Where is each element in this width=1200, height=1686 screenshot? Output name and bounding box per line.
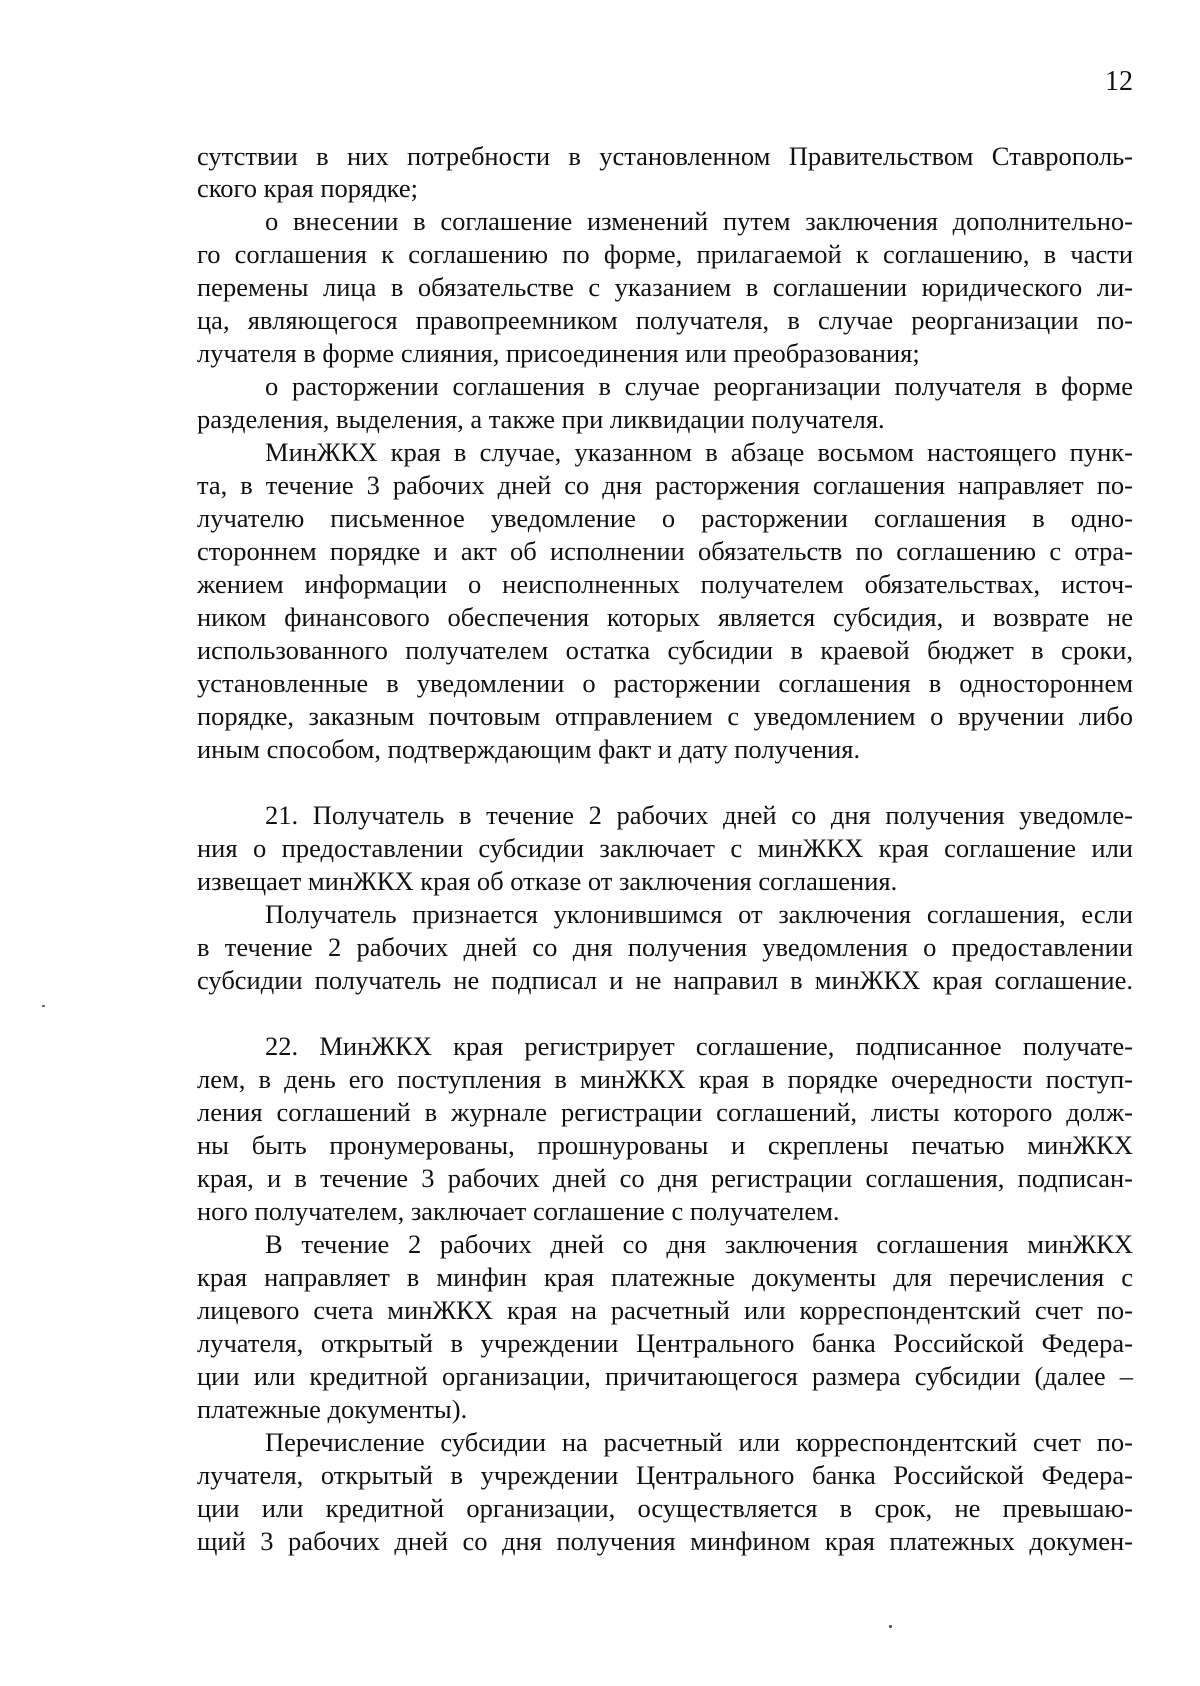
- text-line: в течение 2 рабочих дней со дня получения уведомления о предоставлении: [197, 932, 1133, 962]
- text-line: лицевого счета минЖКХ края на расчетный или корреспондентский счет по-: [197, 1295, 1133, 1325]
- text-line: ления соглашений в журнале регистрации соглашений, листы которого долж-: [197, 1097, 1133, 1127]
- text-line: ции или кредитной организации, осуществляется в срок, не превышаю-: [197, 1493, 1133, 1523]
- text-line: щий 3 рабочих дней со дня получения минфином края платежных докумен-: [197, 1526, 1133, 1556]
- text-line: использованного получателем остатка субсидии в краевой бюджет в сроки,: [197, 635, 1133, 665]
- text-line: жением информации о неисполненных получателем обязательствах, источ-: [197, 569, 1133, 599]
- text-line: ником финансового обеспечения которых является субсидия, и возврате не: [197, 602, 1133, 632]
- text-line: МинЖКХ края в случае, указанном в абзаце восьмом настоящего пунк-: [265, 437, 1133, 467]
- text-line: Перечисление субсидии на расчетный или корреспондентский счет по-: [265, 1427, 1133, 1457]
- text-line: края, и в течение 3 рабочих дней со дня регистрации соглашения, подписан-: [197, 1163, 1133, 1193]
- text-line: Получатель признается уклонившимся от заключения соглашения, если: [265, 899, 1133, 929]
- text-line: иным способом, подтверждающим факт и дату получения.: [197, 734, 861, 764]
- text-line: ского края порядке;: [197, 173, 419, 203]
- text-line: 22. МинЖКХ края регистрирует соглашение, подписанное получате-: [265, 1031, 1133, 1061]
- text-line: ния о предоставлении субсидии заключает с минЖКХ края соглашение или: [197, 833, 1133, 863]
- text-line: разделения, выделения, а также при ликвидации получателя.: [197, 404, 885, 434]
- text-line: го соглашения к соглашению по форме, прилагаемой к соглашению, в части: [197, 239, 1133, 269]
- text-line: края направляет в минфин края платежные документы для перечисления с: [197, 1262, 1133, 1292]
- text-line: платежные документы).: [197, 1394, 468, 1424]
- text-line: субсидии получатель не подписал и не направил в минЖКХ края соглашение.: [197, 965, 1133, 995]
- text-line: перемены лица в обязательстве с указанием в соглашении юридического ли-: [197, 272, 1133, 302]
- scan-speck: [42, 1005, 45, 1007]
- page-number: 12: [1105, 66, 1133, 97]
- text-line: порядке, заказным почтовым отправлением с уведомлением о вручении либо: [197, 701, 1133, 731]
- text-line: лучателю письменное уведомление о расторжении соглашения в одно-: [197, 503, 1133, 533]
- text-line: извещает минЖКХ края об отказе от заключения соглашения.: [197, 866, 898, 896]
- text-line: 21. Получатель в течение 2 рабочих дней со дня получения уведомле-: [265, 800, 1133, 830]
- text-line: В течение 2 рабочих дней со дня заключения соглашения минЖКХ: [265, 1229, 1133, 1259]
- text-line: лучателя, открытый в учреждении Центрального банка Российской Федера-: [197, 1328, 1133, 1358]
- text-line: ца, являющегося правопреемником получателя, в случае реорганизации по-: [197, 305, 1133, 335]
- text-line: лучателя в форме слияния, присоединения или преобразования;: [197, 338, 920, 368]
- text-line: сутствии в них потребности в установленном Правительством Ставрополь-: [197, 141, 1133, 171]
- text-line: та, в течение 3 рабочих дней со дня расторжения соглашения направляет по-: [197, 470, 1133, 500]
- scan-speck: [889, 1625, 892, 1628]
- text-line: о внесении в соглашение изменений путем заключения дополнительно-: [265, 206, 1133, 236]
- text-line: лучателя, открытый в учреждении Центрального банка Российской Федера-: [197, 1460, 1133, 1490]
- text-line: установленные в уведомлении о расторжении соглашения в одностороннем: [197, 668, 1133, 698]
- text-line: ны быть пронумерованы, прошнурованы и скреплены печатью минЖКХ: [197, 1130, 1133, 1160]
- text-line: стороннем порядке и акт об исполнении обязательств по соглашению с отра-: [197, 536, 1133, 566]
- text-line: ного получателем, заключает соглашение с получателем.: [197, 1196, 840, 1226]
- text-line: лем, в день его поступления в минЖКХ края в порядке очередности поступ-: [197, 1064, 1133, 1094]
- text-line: о расторжении соглашения в случае реорганизации получателя в форме: [265, 371, 1133, 401]
- text-line: ции или кредитной организации, причитающегося размера субсидии (далее –: [197, 1361, 1133, 1391]
